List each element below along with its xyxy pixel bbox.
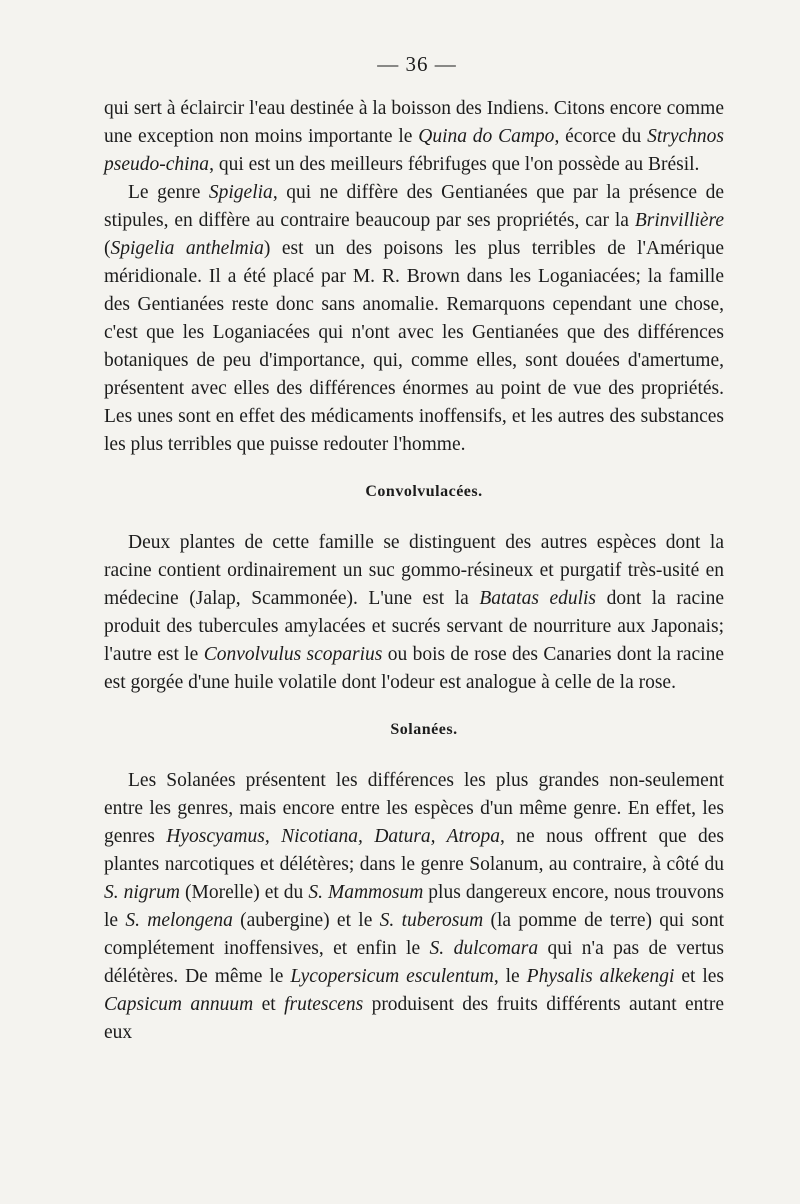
text-span: ) est un des poisons les plus terribles de l'Amérique méridionale. Il a été placé par M. R. Brown dans les Loganiacées; la famille des Gentianées reste donc sans anomalie. Remarquons cependant une chose, c'est que les Loganiacées qui n'ont avec les Gentianées que des différences botaniques de peu d'importance, qui, comme elles, sont douées d'amertume, présentent avec elles des différences énormes au point de vue des propriétés. Les unes sont en effet des médicaments inoffensifs, et les autres des substances les plus terribles que puisse redouter l'homme. — [104, 238, 725, 455]
text-span: , ne nous offrent que des plantes narcotiques et délétères; dans le genre Solanum, au contraire, à côté du — [104, 826, 724, 875]
document-page — [104, 52, 724, 1047]
page-number: — 36 — — [377, 52, 457, 76]
text-span: qui sert à éclaircir l'eau destinée à la boisson des Indiens. Citons encore comme une exception non moins importante le — [104, 98, 724, 147]
text-span: et les — [674, 966, 724, 987]
italic-term: Quina do Campo — [418, 126, 555, 147]
italic-term: Hyoscyamus, Nicotiana, Datura, Atropa — [166, 826, 501, 847]
paragraph-spigelia — [104, 179, 724, 459]
italic-term: Lycopersicum esculentum — [290, 966, 494, 987]
paragraph-continuation — [104, 95, 724, 179]
text-span: plus dangereux encore, nous trouvons le — [104, 882, 724, 931]
text-span: dont la racine produit des tubercules amylacées et sucrés servant de nourriture aux Japonais; l'autre est le — [104, 588, 724, 665]
italic-term: S. Mammosum — [308, 882, 424, 903]
text-span: (aubergine) et le — [232, 910, 380, 931]
italic-term: Batatas edulis — [479, 588, 597, 609]
text-span: et — [253, 994, 285, 1015]
italic-term: Brinvillière — [634, 210, 724, 231]
italic-term: frutescens — [284, 994, 364, 1015]
text-span: (Morelle) et du — [179, 882, 309, 903]
italic-term: S. nigrum — [104, 882, 180, 903]
text-span: ( — [104, 238, 111, 259]
text-span: Les Solanées présentent les différences les plus grandes non-seulement entre les genres, mais encore entre les espèces d'un même genre. En effet, les genres — [104, 770, 724, 847]
italic-term: S. melongena — [125, 910, 233, 931]
italic-term: Capsicum annuum — [104, 994, 254, 1015]
text-span: produisent des fruits différents autant entre eux — [104, 994, 724, 1043]
italic-term: Physalis alkekengi — [526, 966, 675, 987]
italic-term: Spigelia anthelmia — [110, 238, 264, 259]
section-heading-solanees: Solanées. — [390, 721, 458, 738]
italic-term: Convolvulus scoparius — [203, 644, 383, 665]
text-span: ou bois de rose des Canaries dont la racine est gorgée d'une huile volatile dont l'odeur est analogue à celle de la rose. — [104, 644, 724, 693]
text-span: qui n'a pas de vertus délétères. De même le — [104, 938, 724, 987]
italic-term: S. tuberosum — [379, 910, 484, 931]
section-heading-convolvulacees: Convolvulacées. — [365, 483, 483, 500]
text-span: , qui ne diffère des Gentianées que par la présence de stipules, en diffère au contraire beaucoup par ses propriétés, car la — [104, 182, 724, 231]
text-span: , qui est un des meilleurs fébrifuges que l'on possède au Brésil. — [209, 154, 700, 175]
text-span: Deux plantes de cette famille se distinguent des autres espèces dont la racine contient ordinairement un suc gommo-résineux et purgatif très-usité en médecine (Jalap, Scammonée). L'une est la — [104, 532, 724, 609]
paragraph-solanees — [104, 767, 724, 1047]
italic-term: Strychnos pseudo-china — [104, 126, 724, 175]
text-span: , écorce du — [554, 126, 648, 147]
text-span: (la pomme de terre) qui sont complétement inoffensives, et enfin le — [104, 910, 724, 959]
paragraph-convolvulacees — [104, 529, 724, 697]
italic-term: S. dulcomara — [429, 938, 539, 959]
italic-term: Spigelia — [208, 182, 273, 203]
text-span: , le — [493, 966, 527, 987]
text-span: Le genre — [128, 182, 209, 203]
